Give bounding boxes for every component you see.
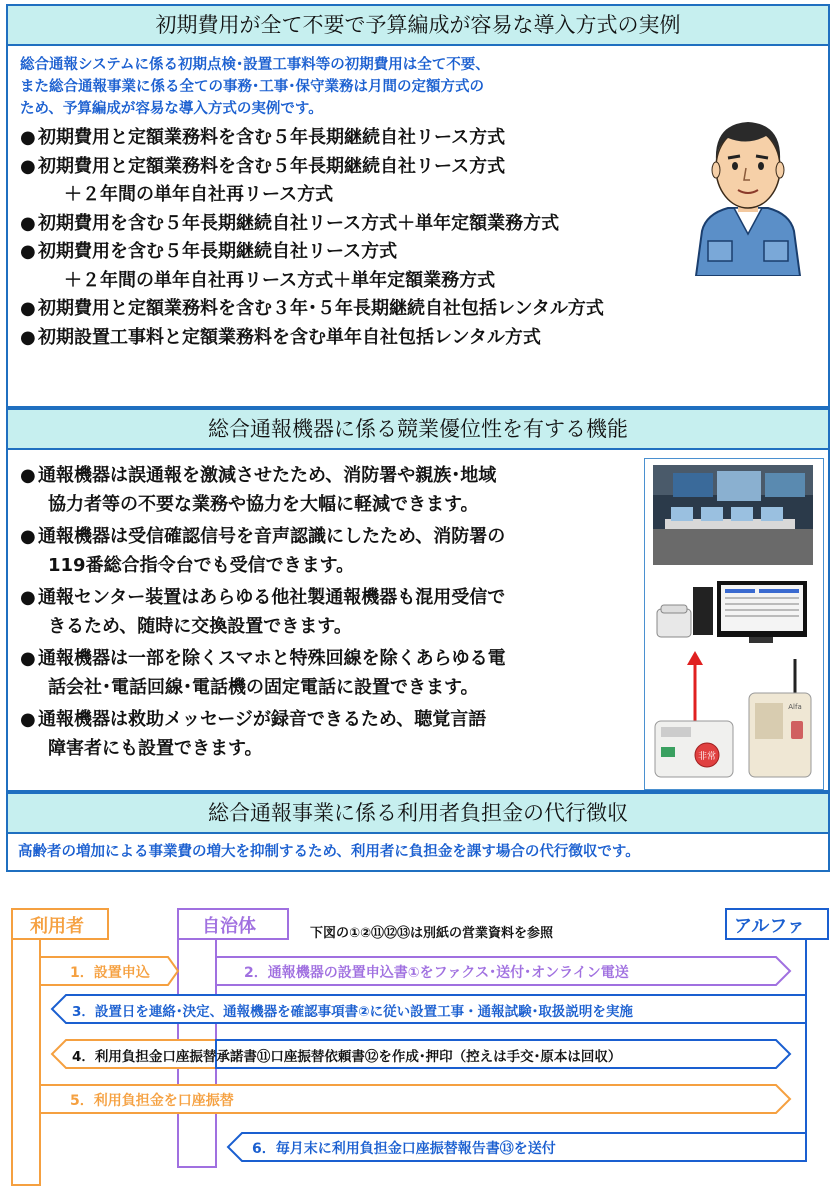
- flow-step-4: 4．利用負担金口座振替承諾書⑪口座振替依頼書⑫を作成･押印（控えは手交･原本は回収）: [72, 1049, 622, 1065]
- feature-list: [20, 462, 640, 767]
- section-fee-collection: [6, 792, 830, 872]
- flow-step-1: 1．設置申込: [70, 965, 150, 981]
- collection-description: 高齢者の増加による事業費の増大を抑制するため、利用者に負担金を課す場合の代行徴収です。: [18, 844, 640, 860]
- reference-note: 下図の①②⑪⑫⑬は別紙の営業資料を参照: [310, 926, 554, 941]
- list-item: ● 通報機器は受信確認信号を音声認識にしたため、消防署の 119番総合指令台でも受信できます。: [20, 526, 506, 576]
- section-title: 初期費用が全て不要で予算編成が容易な導入方式の実例: [8, 6, 828, 46]
- worker-illustration: [688, 106, 808, 276]
- list-item: ● 初期設置工事料と定額業務料を含む単年自社包括レンタル方式: [20, 326, 541, 348]
- list-item: ● 初期費用を含む５年長期継続自社リース方式 ＋２年間の単年自社再リース方式＋単年定額業務方式: [20, 241, 496, 291]
- equipment-images: [644, 458, 824, 790]
- list-item: ● 通報機器は誤通報を激減させたため、消防署や親族･地域 協力者等の不要な業務や協力を大幅に軽減できます。: [20, 465, 497, 515]
- section-initial-cost: [6, 4, 830, 408]
- list-item: ● 通報機器は一部を除くスマホと特殊回線を除くあらゆる電 話会社･電話回線･電話機の固定電話に設置できます。: [20, 648, 506, 698]
- emergency-label: 非常: [697, 752, 717, 762]
- flow-step-6: 6．毎月末に利用負担金口座振替報告書⑬を送付: [252, 1141, 556, 1157]
- actor-alpha: アルファ: [734, 916, 805, 937]
- list-item: ● 初期費用と定額業務料を含む５年長期継続自社リース方式: [20, 127, 506, 148]
- lease-method-list: [20, 124, 604, 352]
- brand-label: Alfa: [788, 703, 802, 711]
- flow-step-3: 3．設置日を連絡･決定、通報機器を確認事項書②に従い設置工事・通報試験･取扱説明を実施: [72, 1004, 633, 1020]
- section-competitive-features: [6, 408, 830, 792]
- list-item: ● 初期費用を含む５年長期継続自社リース方式＋単年定額業務方式: [20, 212, 560, 234]
- flow-step-5: 5．利用負担金を口座振替: [70, 1093, 234, 1109]
- actor-user: 利用者: [30, 916, 84, 937]
- list-item: ● 通報センター装置はあらゆる他社製通報機器も混用受信で きるため、随時に交換設置できます。: [20, 587, 506, 637]
- section-title: 総合通報機器に係る競業優位性を有する機能: [8, 408, 828, 450]
- payment-flow-diagram: [0, 895, 839, 1190]
- actor-municipality: 自治体: [202, 916, 256, 937]
- flow-step-2: 2．通報機器の設置申込書①をファクス･送付･オンライン電送: [244, 965, 629, 981]
- list-item: ● 初期費用と定額業務料を含む３年･５年長期継続自社包括レンタル方式: [20, 298, 604, 319]
- equipment-illustration: [645, 459, 823, 789]
- section-title: 総合通報事業に係る利用者負担金の代行徴収: [8, 792, 828, 834]
- intro-text: 総合通報システムに係る初期点検･設置工事料等の初期費用は全て不要、 また総合通報事業に係る全ての事務･工事･保守業務は月間の定額方式の ため、予算編成が容易な導入方式の実例です。: [20, 57, 490, 117]
- list-item: ● 通報機器は救助メッセージが録音できるため、聴覚言語 障害者にも設置できます。: [20, 709, 487, 759]
- list-item: ● 初期費用と定額業務料を含む５年長期継続自社リース方式 ＋２年間の単年自社再リース方式: [20, 155, 506, 205]
